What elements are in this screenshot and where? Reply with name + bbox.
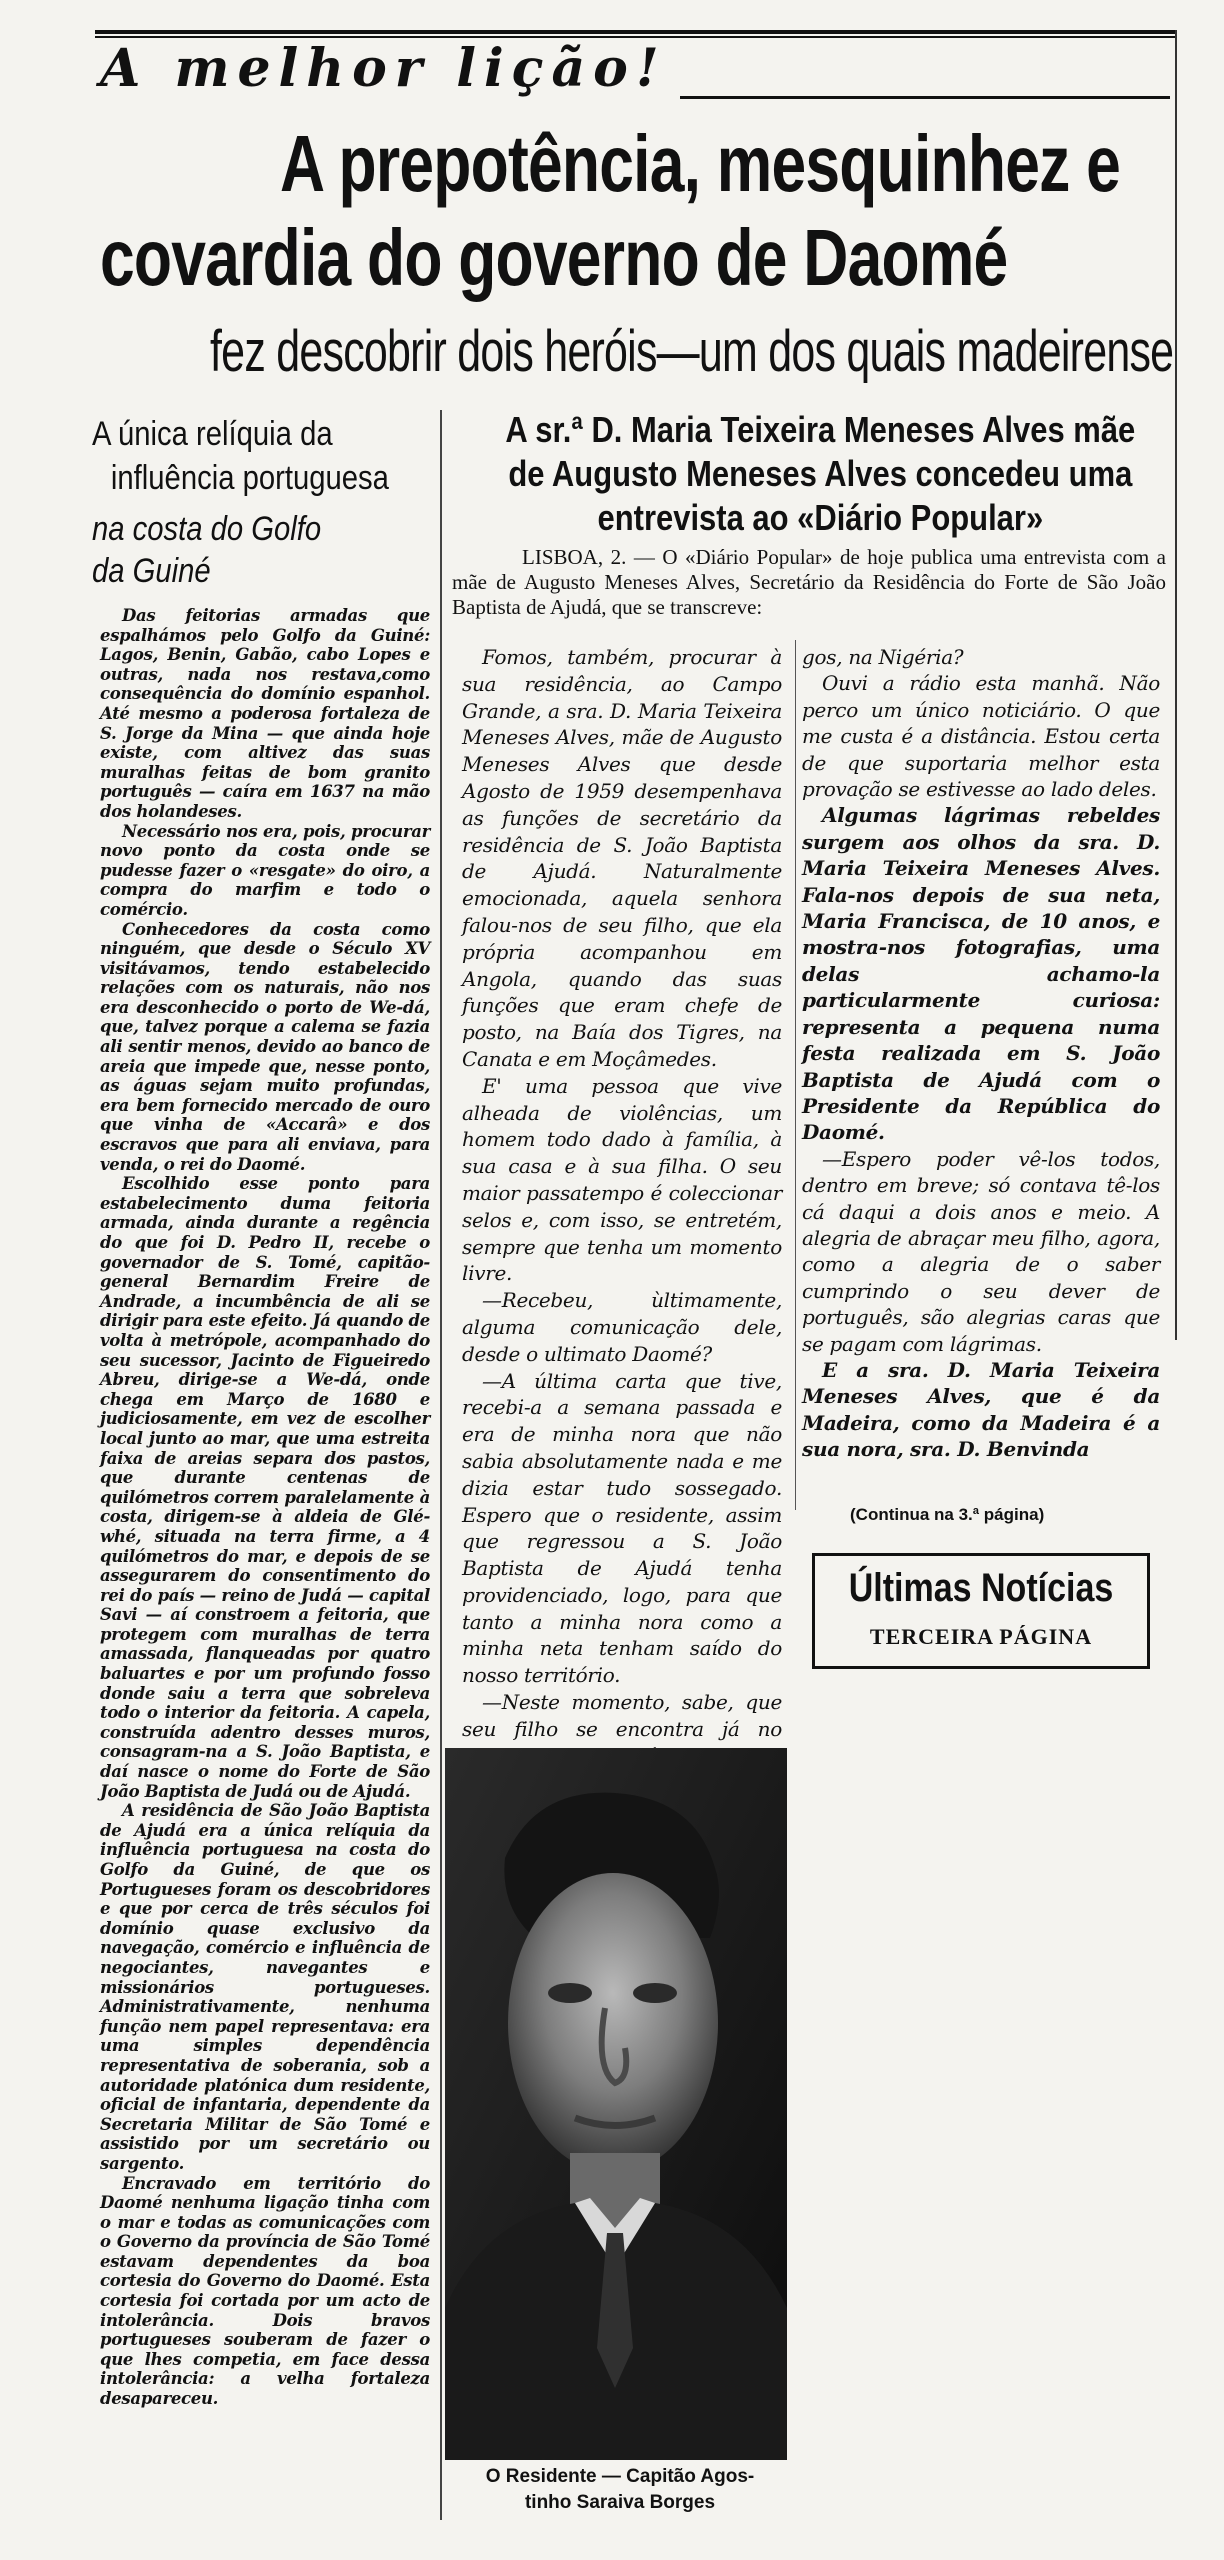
interview-paragraph: E' uma pessoa que vive alheada de violências, um homem todo dado à família, à sua casa e à sua filha. O seu maior passatempo é coleccionar selos e, com isso, se entretém, sempre que tenha um momento livre. xyxy=(462,1073,782,1286)
headline-line-2: covardia do governo de Daomé xyxy=(100,213,1008,302)
right-heading-line-3: entrevista ao «Diário Popular» xyxy=(597,497,1044,538)
kicker: A melhor lição! xyxy=(100,38,667,99)
left-paragraph: Conhecedores da costa como ninguém, que desde o Século XV visitávamos, tendo estabelecido relações com os naturais, não nos era desconhecido o porto de We-dá, que, talvez porque a calema se fazia ali sentir menos, devido ao banco de areia que impede que, nesse ponto, as águas sejam muito profundas, era bem fornecido mercado de ouro que vinha de «Accarâ» e dos escravos que para ali enviava, para venda, o rei do Daomé. xyxy=(100,919,430,1174)
portrait-silhouette xyxy=(445,1748,787,2460)
column-rule-middle xyxy=(795,640,796,1510)
column-rule-left xyxy=(440,410,442,2520)
left-article-heading xyxy=(92,412,393,500)
interview-column-2 xyxy=(802,644,1160,1504)
interview-paragraph: —Neste momento, sabe, que seu filho se encontra já no xyxy=(462,1690,782,1741)
left-heading-line-1: A única relíquia da xyxy=(92,415,333,453)
latest-news-subtitle: TERCEIRA PÁGINA xyxy=(869,1624,1093,1649)
right-article-lead xyxy=(452,545,1166,620)
continued-note: (Continua na 3.ª página) xyxy=(850,1505,1045,1524)
interview-paragraph: Ouvi a rádio esta manhã. Não perco um único noticiário. O que me custa é a distância. Estou certa de que suportaria melhor esta provação se estivesse ao lado deles. xyxy=(802,671,1160,802)
kicker-rule xyxy=(680,96,1170,99)
interview-paragraph: E a sra. D. Maria Teixeira Meneses Alves, que é da Madeira, como da Madeira é a sua nora, sra. D. Benvinda xyxy=(802,1357,1160,1462)
portrait-photo xyxy=(445,1748,787,2460)
left-subheading-line-2: da Guiné xyxy=(92,552,211,590)
left-article-body xyxy=(100,606,430,2506)
right-heading-line-1: A sr.ª D. Maria Teixeira Meneses Alves mãe xyxy=(505,409,1136,450)
photo-caption xyxy=(430,2464,810,2516)
interview-paragraph: —A última carta que tive, recebi-a a semana passada e era de minha nora que não sabia absolutamente nada e me dizia estar tudo sossegado. Espero que o residente, assim que regressou a S. João Baptista de Ajudá tenha providenciado, logo, para que tanto a minha nora como a minha neta tenham saído do nosso território. xyxy=(462,1368,782,1688)
left-article-subheading xyxy=(92,508,321,592)
right-heading-line-2: de Augusto Meneses Alves concedeu uma xyxy=(508,453,1133,494)
right-border-rule xyxy=(1175,30,1177,1340)
deck: fez descobrir dois heróis—um dos quais madeirense xyxy=(210,319,1174,384)
left-paragraph: Escolhido esse ponto para estabelecimento duma feitoria armada, ainda durante a regência do que foi D. Pedro II, recebe o governador de S. Tomé, capitão-general Bernardim Freire de Andrade, a incumbência de ali se dirigir para este efeito. Já quando de volta à metrópole, acompanhado do seu sucessor, Jacinto de Figueiredo Abreu, dirige-se a We-dá, onde chega em Março de 1680 e judiciosamente, em vez de escolher local junto ao mar, que uma estreita faixa de areias separa dos pastos, que durante centenas de quilómetros correm paralelamente à costa, dirigem-se à aldeia de Glé-whé, situada na terra firme, a 4 quilómetros do mar, e depois de se assegurarem do consentimento do rei do país — reino de Judá — capital Savi — aí constroem a feitoria, que protegem com muralhas de terra amassada, flanqueadas por quatro baluartes e por um profundo fosso donde saiu a terra que sobreleva todo o interior da feitoria. A capela, construída adentro desses muros, consagram-na a S. João Baptista, e daí nasce o nome do Forte de São João Baptista de Judá ou de Ajudá. xyxy=(100,1174,430,1801)
interview-paragraph: —Recebeu, ùltimamente, alguma comunicação dele, desde o ultimato Daomé? xyxy=(462,1288,782,1366)
left-paragraph: Necessário nos era, pois, procurar novo ponto da costa onde se pudesse fazer o «resgate» do oiro, a compra do marfim e todo o comércio. xyxy=(100,821,430,919)
latest-news-title: Últimas Notícias xyxy=(848,1566,1114,1610)
interview-paragraph: gos, na Nigéria? xyxy=(802,645,964,669)
lead-paragraph: LISBOA, 2. — O «Diário Popular» de hoje publica uma entrevista com a mãe de Augusto Meneses Alves, Secretário da Residência do Forte de São João Baptista de Ajudá, que se transcreve: xyxy=(452,545,1166,619)
interview-paragraph: Algumas lágrimas rebeldes surgem aos olhos da sra. D. Maria Teixeira Meneses Alves. Fala-nos depois de sua neta, Maria Francisca, de 10 anos, e mostra-nos fotografias, uma delas achamo-la particularmente curiosa: representa a pequena numa festa realizada em S. João Baptista de Ajudá com o Presidente da República do Daomé. xyxy=(802,803,1160,1145)
left-subheading-line-1: na costa do Golfo xyxy=(92,510,322,548)
interview-paragraph: Fomos, também, procurar à sua residência, ao Campo Grande, a sra. D. Maria Teixeira Meneses Alves, mãe de Augusto Meneses Alves que desde Agosto de 1959 desempenhava as funções de secretário da residência de S. João Baptista de Ajudá. Naturalmente emocionada, aquela senhora falou-nos de seu filho, que ela própria acompanhou em Angola, quando das suas funções que eram chefe de posto, na Baía dos Tigres, na Canata e em Moçâmedes. xyxy=(462,645,782,1071)
top-rule xyxy=(95,30,1175,34)
interview-paragraph: —Espero poder vê-los todos, dentro em breve; só contava tê-los cá daqui a dois anos e meio. A alegria de abraçar meu filho, agora, como a alegria de o saber cumprindo o seu dever de português, são alegrias caras que se pagam com lágrimas. xyxy=(802,1146,1160,1356)
headline-line-1: A prepotência, mesquinhez e xyxy=(280,119,1121,208)
left-paragraph: A residência de São João Baptista de Ajudá era a única relíquia da influência portuguesa na costa do Golfo da Guiné, de que os Portugueses foram os descobridores e que por cerca de três séculos foi domínio quase exclusivo da navegação, comércio e influência de negociantes, navegantes e missionários portugueses. Administrativamente, nenhuma função nem papel representava: era uma simples dependência representativa de soberania, sob a autoridade platónica dum residente, oficial de infantaria, dependente da Secretaria Militar de São Tomé e assistido por um secretário ou sargento. xyxy=(100,1801,430,2173)
right-article-heading xyxy=(460,408,1181,540)
left-paragraph: Das feitorias armadas que espalhámos pelo Golfo da Guiné: Lagos, Benin, Gabão, cabo Lopes e outras, nada nos restava,como consequência do domínio espanhol. Até mesmo a poderosa fortaleza de S. Jorge da Mina — que ainda hoje existe, com altivez das suas muralhas feitas de bom granito português — caíra em 1637 na mão dos holandeses. xyxy=(100,606,430,821)
left-paragraph: Encravado em território do Daomé nenhuma ligação tinha com o mar e todas as comunicações com o Governo da província de São Tomé estavam dependentes da boa cortesia do Governo do Daomé. Esta cortesia foi cortada por um acto de intolerância. Dois bravos portugueses souberam de fazer o que lhes competia, em face dessa intolerância: a velha fortaleza desapareceu. xyxy=(100,2173,430,2409)
left-heading-line-2: influência portuguesa xyxy=(110,459,389,497)
caption-line-1: O Residente — Capitão Agos- xyxy=(485,2466,755,2487)
latest-news-box xyxy=(812,1553,1150,1669)
interview-column-1 xyxy=(462,644,782,1744)
caption-line-2: tinho Saraiva Borges xyxy=(524,2492,716,2513)
